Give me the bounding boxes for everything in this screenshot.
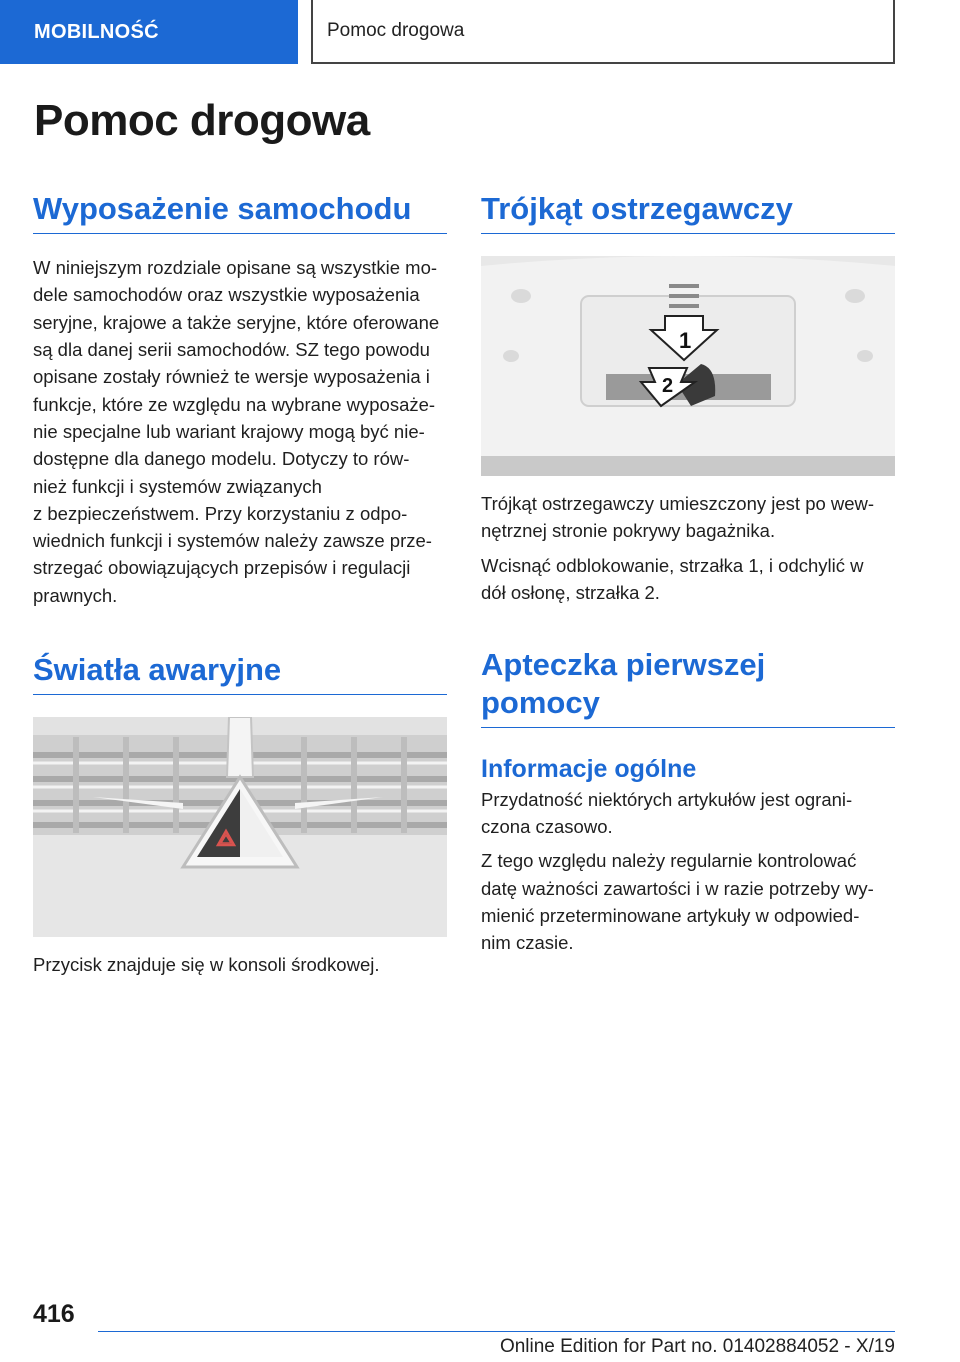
warning-triangle-paragraph-1	[481, 490, 895, 545]
text-line: Z tego względu należy regularnie kontrolować	[481, 850, 857, 872]
chapter-label: Pomoc drogowa	[327, 20, 465, 41]
text-line: datę ważności zawartości i w razie potrzeby wy‐	[481, 877, 874, 899]
text-line: Przydatność niektórych artykułów jest ograni‐	[481, 788, 853, 810]
text-line: nętrznej stronie pokrywy bagażnika.	[481, 520, 776, 542]
arrow-1-label: 1	[679, 328, 692, 354]
text-line: dele samochodów oraz wszystkie wyposażenia	[33, 284, 420, 306]
text-line: dostępne dla danego modelu. Dotyczy to rów‐	[33, 448, 410, 470]
text-line: nież funkcji i systemów związanych	[33, 475, 322, 497]
text-line: nie specjalne lub wariant krajowy mogą być nie‐	[33, 420, 425, 442]
section-tab[interactable]	[0, 0, 298, 64]
text-line: prawnych.	[33, 584, 118, 606]
text-line: funkcje, które ze względu na wybrane wyposaże‐	[33, 393, 436, 415]
general-info-paragraph-1	[481, 786, 895, 841]
right-column	[481, 190, 895, 957]
equipment-paragraph	[33, 254, 447, 609]
page-number: 416	[33, 1300, 75, 1328]
hazard-button-image	[33, 717, 447, 937]
section-label: MOBILNOŚĆ	[34, 20, 159, 43]
page-title: Pomoc drogowa	[34, 96, 370, 145]
warning-triangle-image	[481, 256, 895, 476]
text-line: są dla danej serii samochodów. SZ tego powodu	[33, 339, 430, 361]
left-column	[33, 190, 447, 979]
hazard-caption: Przycisk znajduje się w konsoli środkowej.	[33, 954, 380, 976]
section-heading-equipment: Wyposażenie samochodu	[33, 190, 447, 234]
text-line: seryjne, krajowe a także seryjne, które oferowane	[33, 311, 440, 333]
section-heading-first-aid-kit	[481, 646, 895, 727]
text-line: mienić przeterminowane artykuły w odpowied‐	[481, 904, 860, 926]
text-line: opisane zostały również te wersje wyposażenia i	[33, 366, 430, 388]
subheading-general-info: Informacje ogólne	[481, 754, 697, 783]
heading-line: Apteczka pierwszej	[481, 647, 766, 683]
text-line: Wcisnąć odblokowanie, strzałka 1, i odchylić w	[481, 554, 864, 576]
text-line: strzegać obowiązujących przepisów i regulacji	[33, 557, 411, 579]
text-line: W niniejszym rozdziale opisane są wszystkie mo‐	[33, 257, 438, 279]
edition-note: Online Edition for Part no. 01402884052 - X/19	[499, 1336, 895, 1357]
center-console-vents-illustration	[33, 717, 447, 937]
warning-triangle-paragraph-2	[481, 552, 895, 607]
general-info-paragraph-2	[481, 847, 895, 956]
text-line: z bezpieczeństwem. Przy korzystaniu z odpo‐	[33, 502, 408, 524]
text-line: nim czasie.	[481, 932, 574, 954]
text-line: dół osłonę, strzałka 2.	[481, 582, 660, 604]
text-line: wiednich funkcji i systemów należy zawsze prze‐	[33, 530, 432, 552]
trunk-lid-illustration	[481, 256, 895, 476]
section-heading-hazard-lights: Światła awaryjne	[33, 651, 447, 695]
section-heading-warning-triangle: Trójkąt ostrzegawczy	[481, 190, 895, 234]
text-line: Trójkąt ostrzegawczy umieszczony jest po wew‐	[481, 493, 875, 515]
heading-line: pomocy	[481, 684, 600, 720]
footer-divider	[98, 1331, 895, 1332]
arrow-2-label: 2	[662, 375, 674, 398]
chapter-header	[311, 0, 895, 64]
text-line: czona czasowo.	[481, 816, 613, 838]
